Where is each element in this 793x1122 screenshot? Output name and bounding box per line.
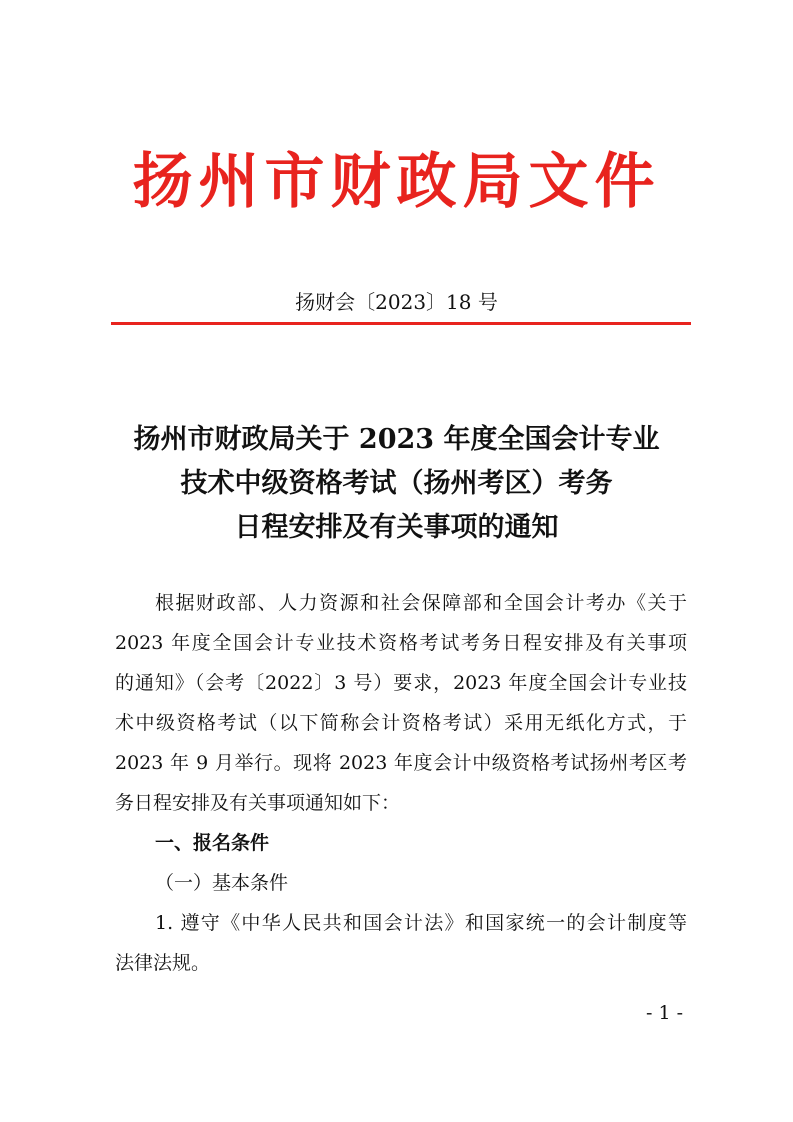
paragraph-1-line-1: 根据财政部、人力资源和社会保障部和全国会计考办《关于 [155,592,687,614]
section-heading-registration: 一、报名条件 [155,832,270,854]
item-1-line-2: 法律法规。 [115,952,211,974]
notice-title [0,418,793,550]
paragraph-1-line-6: 务日程安排及有关事项通知如下： [115,792,401,814]
red-separator-line [111,322,691,325]
notice-title-line-2: 技术中级资格考试（扬州考区）考务 [180,468,613,499]
masthead-title: 扬州市财政局文件 [132,147,661,217]
paragraph-1-line-3: 的通知》（会考〔2022〕3 号）要求，2023 年度全国会计专业技 [115,672,687,694]
subsection-heading-basic: （一）基本条件 [155,872,289,894]
notice-body [115,583,687,983]
document-number: 扬财会〔2023〕18 号 [295,290,498,314]
paragraph-1-line-5: 2023 年 9 月举行。现将 2023 年度会计中级资格考试扬州考区考 [115,752,687,774]
paragraph-1-line-2: 2023 年度全国会计专业技术资格考试考务日程安排及有关事项 [115,632,687,654]
page-number: - 1 - [645,1002,683,1024]
paragraph-1-line-4: 术中级资格考试（以下简称会计资格考试）采用无纸化方式，于 [115,712,687,734]
notice-title-line-3: 日程安排及有关事项的通知 [234,512,559,543]
item-1-line-1: 1. 遵守《中华人民共和国会计法》和国家统一的会计制度等 [155,912,687,934]
notice-title-line-1: 扬州市财政局关于 2023 年度全国会计专业 [133,424,660,455]
